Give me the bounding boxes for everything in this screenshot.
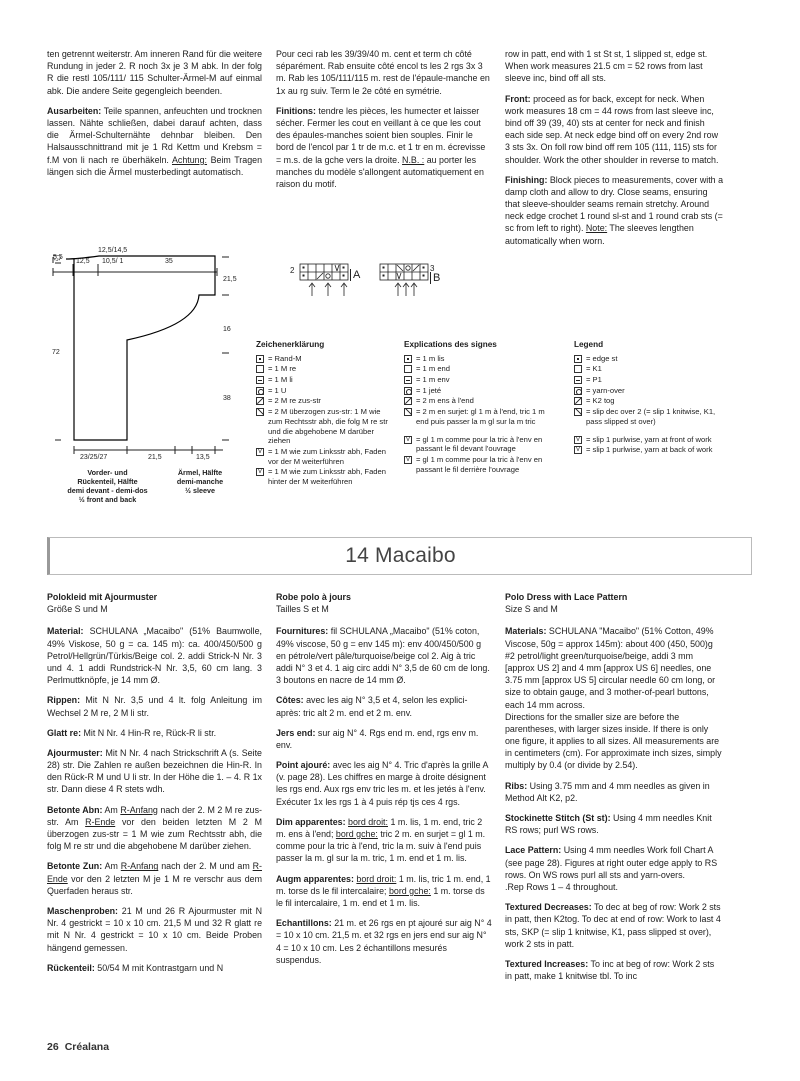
page-number: 26 [47, 1041, 59, 1053]
paragraph: Betonte Abn: Am R-Anfang nach der 2. M 2 M re zus-str. Am R-Ende vor den beiden letzten M 2 M überzogen zus-str = 1 M wie zum Rechtsstr abh, die folg M re str und die abgehobene M darüber ziehen. [47, 804, 262, 852]
legend-row: = 1 jeté [404, 386, 554, 396]
knit-icon [404, 365, 412, 373]
knit-icon [574, 365, 582, 373]
legend-row: = 1 m end [404, 364, 554, 374]
paragraph: Lace Pattern: Using 4 mm needles Work foll Chart A (see page 28). Figures at right outer edge apply to RS rows. On WS rows purl all sts and yarn-overs. [505, 845, 718, 880]
schematic-label: 21,5 [223, 276, 237, 283]
legend-title: Explications des signes [404, 340, 497, 349]
legend-german [256, 340, 396, 488]
paragraph: Directions for the smaller size are before the parentheses, with larger sizes inside. If there is only one figure, it applies to all sizes. All measurements are in centimeters (cm). For approximate inch sizes, simply multiply by 0.4 (or divide by 2.54). [505, 711, 722, 771]
slip-front-icon [256, 448, 264, 456]
k2tog-icon [404, 397, 412, 405]
chart-a-row-number: 2 [290, 266, 295, 275]
skp-icon [404, 408, 412, 416]
paragraph: ten getrennt weiterstr. Am inneren Rand für die weitere Rundung in jeder 2. R noch 3x je 3 M abk. In der folg R die restl 105/111/ 115 Schulter-Ärmel-M auf einmal abk. Die andere Seite gegengleich beenden. [47, 49, 262, 96]
yarn-over-icon [574, 387, 582, 395]
legend-row: = 1 m lis [404, 354, 554, 364]
garment-outline [66, 256, 215, 440]
pattern-heading: Robe polo à jours Tailles S et M [276, 592, 351, 615]
paragraph: Maschenproben: 21 M und 26 R Ajourmuster mit N Nr. 4 gestrickt = 10 x 10 cm. 21,5 M und 32 R glatt re mit N Nr. 4 gestrickt = 10 x 10 cm. Beide Proben hängend gemessen. [47, 905, 262, 953]
paragraph: Textured Decreases: To dec at beg of row: Work 2 sts in patt, then K2tog. To dec at end of row: Work to last 4 sts, SKP (= slip 1 knitwise, K1, pass slipped st over), work 2 sts in patt. [505, 902, 721, 949]
schematic-label: 23/25/27 [80, 454, 108, 461]
legend-row: V = gl 1 m comme pour la tric à l'env en passant le fil devant l'ouvrage [404, 435, 554, 454]
page-footer [47, 1040, 109, 1054]
legend-row: = 1 M li [256, 375, 396, 385]
section-title: 14 Macaibo [345, 543, 456, 567]
legend-row: = Rand-M [256, 354, 396, 364]
paragraph: Côtes: avec les aig N° 3,5 et 4, selon les explici-après: tric alt 2 m. end et 2 m. env. [276, 695, 468, 718]
k2tog-icon [256, 397, 264, 405]
paragraph: row in patt, end with 1 st St st, 1 slipped st, edge st. When work measures 21.5 cm = 52 rows from last sleeve inc, bind off all sts. [505, 49, 708, 84]
yarn-over-icon [256, 387, 264, 395]
slip-front-icon [404, 436, 412, 444]
slip-back-icon [574, 446, 582, 454]
paragraph: .Rep Rows 1 – 4 throughout. [505, 881, 618, 892]
legend-english [574, 340, 722, 456]
schematic-caption-sleeve: Ärmel, Hälfte demi-manche ½ sleeve [176, 468, 224, 495]
paragraph: Rückenteil: 50/54 M mit Kontrastgarn und N [47, 962, 224, 973]
brand-name: Créalana [64, 1041, 110, 1053]
schematic-label: 35 [165, 258, 173, 265]
paragraph: Ajourmuster: Mit N Nr. 4 nach Strickschrift A (s. Seite 28) str. Die Zahlen re außen bezeichnen die Hin-R. In den Rück-R M und U li str. In der Höhe die 1. – 4. R 1x str. Dann diese 4 R stets wdh. [47, 747, 262, 795]
legend-row: = P1 [574, 375, 722, 385]
legend-french [404, 340, 554, 475]
paragraph: Front: proceed as for back, except for neck. When work measures 18 cm = 44 rows from last sleeve inc, bind off 39 (39, 40) sts at center for neck and finish each side sep. At neck edge bind off on every 2nd row 3 sts 3x. On foll row bind off rem 105 (111, 115) sts for shoulder. Work the other shoulder in reverse to match. [505, 93, 719, 165]
schematic-label: 10,5/ 1 [102, 258, 124, 265]
k2tog-icon [574, 397, 582, 405]
garment-schematic [47, 255, 247, 475]
paragraph: Material: SCHULANA „Macaibo" (51% Baumwolle, 49% Viskose, 50 g = ca. 145 m): ca. 400/450/500 g Petrol/Hellgrün/Türkis/Beige col. 2. addi Strick-N Nr. 3 und 4. 1 addi Rundstrick-N Nr. 3,5, 60 cm lang. 3 Perlmuttknöpfe, je 14 mm Ø. [47, 626, 262, 686]
legend-row: = 2 m en surjet: gl 1 m à l'end, tric 1 m end puis passer la m gl sur la m tric [404, 407, 554, 426]
paragraph: Dim apparentes: bord droit: 1 m. lis, 1 m. end, tric 2 m. ens à l'end; bord gche: tric 2 m. en surjet = gl 1 m. comme pour la tric à l'end, tric la m. suiv à l'end puis passer la m. gl sur la m. tric, 1 m. end et 1 m. lis. [276, 816, 486, 864]
paragraph: Fournitures: fil SCHULANA „Macaibo" (51% coton, 49% viscose, 50 g = env 145 m): env 400/450/500 g en pétrole/vert pâle/turquoise/beige col 2. Aig à tric addi N° 3 et 4. 1 aig circ addi N° 3,5 de 60 cm de long. 3 boutons en nacre de 14 mm Ø. [276, 626, 490, 686]
top-column-german [47, 48, 262, 186]
paragraph: Pour ceci rab les 39/39/40 m. cent et term ch côté séparément. Rab ensuite côté encol ts les 2 rgs 3x 3 m. Rab les 105/111/115 m. rest de l'épaule-manche en 1x au rg suiv. Term le 2e côté en symétrie. [276, 49, 490, 96]
skp-icon [256, 408, 264, 416]
legend-row: = K1 [574, 364, 722, 374]
legend-row: = K2 tog [574, 396, 722, 406]
legend-row: V = slip 1 purlwise, yarn at back of work [574, 445, 722, 455]
bottom-column-german [47, 591, 262, 982]
legend-row: V = 1 M wie zum Linksstr abh, Faden hinter der M weiterführen [256, 467, 396, 486]
purl-icon [256, 376, 264, 384]
edge-stitch-icon [404, 355, 412, 363]
yarn-over-icon [404, 387, 412, 395]
schematic-caption-body: Vorder- und Rückenteil, Hälfte demi devant - demi-dos ½ front and back [67, 468, 148, 504]
slip-front-icon [574, 436, 582, 444]
purl-icon [574, 376, 582, 384]
legend-row: = 2 M re zus-str [256, 396, 396, 406]
paragraph: Glatt re: Mit N Nr. 4 Hin-R re, Rück-R li str. [47, 727, 217, 738]
legend-row: = 2 m ens à l'end [404, 396, 554, 406]
legend-row: = 1 U [256, 386, 396, 396]
bottom-column-english [505, 591, 723, 990]
purl-icon [404, 376, 412, 384]
legend-title: Zeichenerklärung [256, 340, 325, 349]
schematic-label: 38 [223, 395, 231, 402]
chart-b-label: B [430, 271, 440, 286]
chart-a-label: A [350, 268, 360, 283]
schematic-label: 12,5/14,5 [98, 247, 128, 254]
legend-row: V = slip 1 purlwise, yarn at front of work [574, 435, 722, 445]
legend-row: = slip dec over 2 (= slip 1 knitwise, K1, pass slipped st over) [574, 407, 722, 426]
pattern-heading: Polo Dress with Lace Pattern Size S and M [505, 592, 628, 615]
skp-icon [574, 408, 582, 416]
legend-row: = 1 M re [256, 364, 396, 374]
slip-back-icon [256, 468, 264, 476]
paragraph: Ausarbeiten: Teile spannen, anfeuchten und trocknen lassen. Nähte schließen, dabei darauf achten, dass die Ärmel-Schulternähte dehnbar bleiben. Den Halsausschnittrand mit je 1 Rd Kettm und Krebsm = f.M von li nach re überhäkeln. Achtung: Beim Tragen längen sich die Ärmel musterbedingt automatisch. [47, 105, 263, 177]
legend-row: V = gl 1 m comme pour la tric à l'env en passant le fil derrière l'ouvrage [404, 455, 554, 474]
legend-row: V = 1 M wie zum Linksstr abh, Faden vor der M weiterführen [256, 447, 396, 466]
section-banner [47, 537, 752, 575]
legend-row: = 2 M überzogen zus-str: 1 M wie zum Rechtsstr abh, die folg M re str und die abgehobene M darüber ziehen [256, 407, 396, 446]
paragraph: Textured Increases: To inc at beg of row: Work 2 sts in patt, make 1 knitwise tbl. To inc [505, 958, 715, 982]
top-column-english [505, 48, 723, 255]
schematic-label: 5,5 [53, 254, 63, 261]
legend-title: Legend [574, 340, 604, 349]
paragraph: Augm apparentes: bord droit: 1 m. lis, tric 1 m. end, 1 m. torse ds le fil intercalaire; bord gche: 1 m. torse ds le fil intercalaire, 1 m. end et 1 m. lis. [276, 873, 491, 908]
schematic-label: 21,5 [148, 454, 162, 461]
paragraph: Rippen: Mit N Nr. 3,5 und 4 lt. folg Anleitung im Wechsel 2 M re, 2 M li str. [47, 695, 262, 718]
schematic-label: 13,5 [196, 454, 210, 461]
paragraph: Materials: SCHULANA "Macaibo" (51% Cotton, 49% Viscose, 50g = approx 145m): about 400 (450, 500)g #2 petrol/light green/turquoise/beige, addi 3 mm [approx US 2] and 4 mm [approx US 6] needles, one 3.75 mm [approx US 5] circular needle 60 cm long, or size to obtain gauge, and 3 mother-of-pearl buttons, each 14 mm across. [505, 626, 716, 710]
knit-icon [256, 365, 264, 373]
paragraph: Point ajouré: avec les aig N° 4. Tric d'après la grille A (v. page 28). Les chiffres en marge à droite désignent les rgs end. Aux rgs env tric les m. et les jetés à l'env. Exécuter 1x les rgs 1 à 4 puis rép tjs ces 4 rgs. [276, 760, 488, 807]
schematic-label: 12,5 [76, 258, 90, 265]
edge-stitch-icon [256, 355, 264, 363]
paragraph: Echantillons: 21 m. et 26 rgs en pt ajouré sur aig N° 4 = 10 x 10 cm. 21,5 m. et 32 rgs en jers end sur aig N° 4 = 10 x 10 cm. Les 2 échantillons mesurés suspendus. [276, 918, 492, 965]
paragraph: Betonte Zun: Am R-Anfang nach der 2. M und am R-Ende vor den 2 letzten M je 1 M re verschr aus dem Querfaden heraus str. [47, 861, 262, 896]
paragraph: Jers end: sur aig N° 4. Rgs end m. end, rgs env m. env. [276, 727, 479, 750]
paragraph: Ribs: Using 3.75 mm and 4 mm needles as given in Method Alt K2, p2. [505, 780, 710, 803]
pattern-heading: Polokleid mit Ajourmuster Größe S und M [47, 592, 158, 615]
legend-row: = yarn-over [574, 386, 722, 396]
paragraph: Stockinette Stitch (St st): Using 4 mm needles Knit RS rows; purl WS rows. [505, 813, 712, 836]
legend-row: = edge st [574, 354, 722, 364]
paragraph: Finishing: Block pieces to measurements, cover with a damp cloth and allow to dry. Close seams, ensuring that sleeve-shoulder seams remain stretchy. Around neck edge crochet 1 round sl-st and 1 round crab sts (= sc from left to right). Note: The sleeves lengthen automatically when worn. [505, 174, 724, 246]
edge-stitch-icon [574, 355, 582, 363]
slip-back-icon [404, 456, 412, 464]
top-column-french [276, 48, 492, 198]
paragraph: Finitions: tendre les pièces, les humecter et laisser sécher. Fermer les cout en veillant à ce que les cout des épaules-manches soient bien souples. Finir le bord de l'encol par 1 tr de m.c. et 1 tr en m. écrevisse = m.s. de la gche vers la droite. N.B. : au porter les manches du modèle s'allongent automatiquement en raison du motif. [276, 105, 486, 189]
bottom-column-french [276, 591, 492, 974]
chart-b-row-number: 3 [430, 264, 435, 273]
legend-row: = 1 m env [404, 375, 554, 385]
schematic-label: 72 [52, 349, 60, 356]
schematic-label: 16 [223, 326, 231, 333]
